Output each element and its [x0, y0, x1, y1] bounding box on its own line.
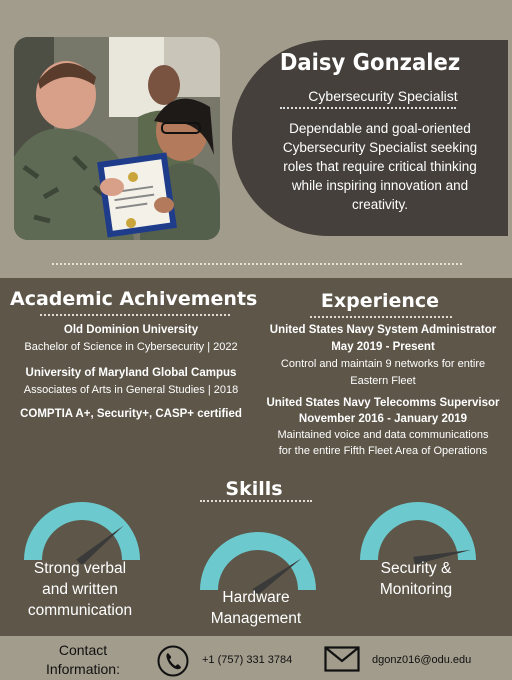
academic-detail-2: Associates of Arts in General Studies | 2018 — [23, 384, 239, 396]
skill-label-3-line-1: Security & — [380, 560, 452, 577]
skill-label-1-line-3: communication — [27, 602, 133, 619]
experience-heading-rule — [310, 316, 452, 318]
skill-gauge-hardware — [196, 528, 320, 594]
section-divider — [52, 263, 462, 265]
profile-summary: Dependable and goal-oriented Cybersecurity Specialist seeking roles that require critical thinking while inspiring innovation and creativity. — [282, 121, 478, 212]
experience-heading: Experience — [320, 290, 440, 312]
skills-heading-rule — [200, 500, 312, 502]
contact-phone[interactable]: +1 (757) 331 3784 — [202, 654, 293, 666]
job-1-desc-1: Control and maintain 9 networks for entire — [280, 358, 486, 370]
skill-label-3-line-2: Monitoring — [379, 581, 453, 598]
profile-photo — [14, 37, 220, 240]
profile-photo-image — [14, 37, 220, 240]
contact-label-line-1: Contact — [58, 642, 108, 658]
skills-heading: Skills — [225, 478, 283, 500]
gauge-arc-hardware — [200, 532, 316, 590]
skill-gauge-communication — [20, 498, 144, 564]
contact-label — [40, 641, 126, 679]
skill-gauge-security — [356, 498, 480, 564]
contact-email[interactable]: dgonz016@odu.edu — [372, 654, 472, 666]
envelope-icon — [324, 646, 360, 672]
title-divider — [280, 107, 456, 109]
skill-label-1-line-2: and written — [42, 581, 118, 598]
contact-label-line-2: Information: — [46, 661, 120, 677]
skill-label-2-line-1: Hardware — [222, 589, 290, 606]
phone-icon — [156, 644, 190, 678]
academic-school-2: University of Maryland Global Campus — [25, 367, 237, 379]
academic-heading-rule — [40, 314, 230, 316]
job-2-dates: November 2016 - January 2019 — [298, 413, 468, 425]
academic-heading: Academic Achivements — [10, 288, 258, 310]
job-2-desc-2: for the entire Fifth Fleet Area of Operations — [278, 445, 488, 457]
job-1-desc-2: Eastern Fleet — [350, 375, 416, 387]
gauge-arc-communication — [24, 502, 140, 560]
academic-cert: COMPTIA A+, Security+, CASP+ certified — [20, 408, 242, 420]
profile-title: Cybersecurity Specialist — [308, 88, 458, 104]
profile-name: Daisy Gonzalez — [279, 50, 461, 76]
job-2-title: United States Navy Telecomms Supervisor — [266, 397, 500, 409]
job-2-desc-1: Maintained voice and data communications — [277, 429, 489, 441]
header-section — [0, 0, 512, 262]
job-1-dates: May 2019 - Present — [331, 341, 435, 353]
skill-label-1-line-1: Strong verbal — [33, 560, 127, 577]
skill-label-2-line-2: Management — [210, 610, 302, 627]
gauge-arc-security — [360, 502, 476, 560]
job-1-title: United States Navy System Administrator — [269, 324, 497, 336]
academic-school-1: Old Dominion University — [63, 324, 199, 336]
academic-detail-1: Bachelor of Science in Cybersecurity | 2022 — [24, 341, 238, 353]
